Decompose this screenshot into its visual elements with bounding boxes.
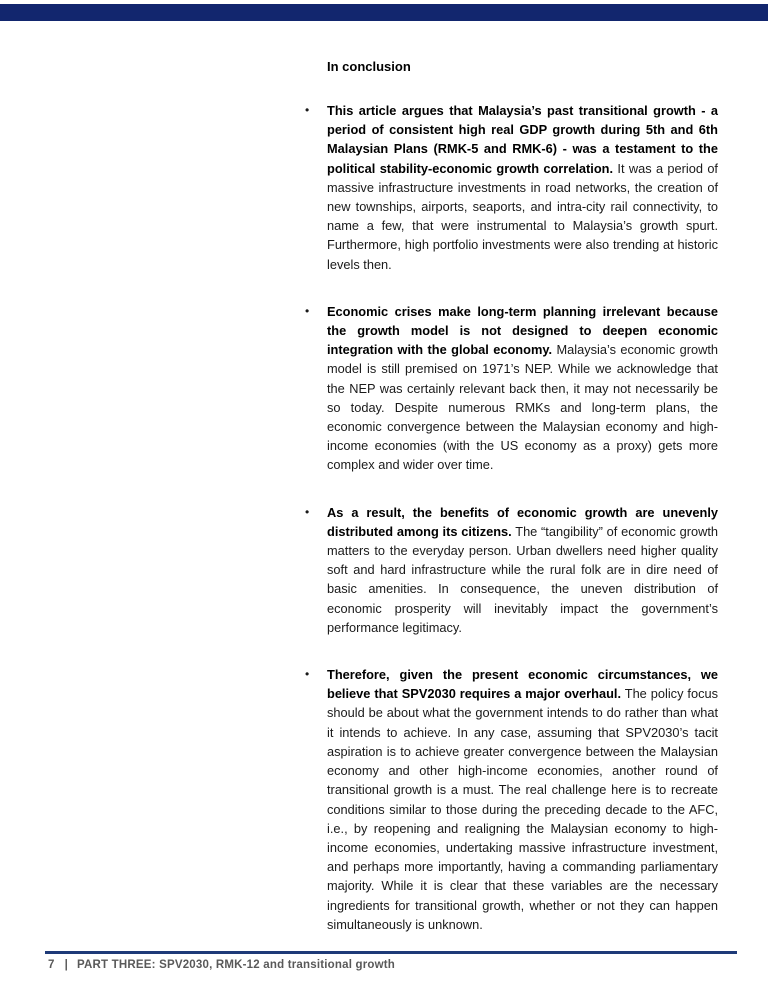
bullet-text [327,665,718,934]
bullet-item [305,665,718,934]
bullet-text [327,101,718,274]
bullet-lead-text: This article argues that Malaysia’s past transitional growth - a period of consistent high real GDP growth during 5th and 6th Malaysian Plans (RMK-5 and RMK-6) - was a testament to the political stability-economic growth correlation. [327,103,718,176]
bullet-body-text: The “tangibility” of economic growth matters to the everyday person. Urban dwellers need higher quality soft and hard infrastructure while the rural folk are in dire need of basic amenities. In consequence, the uneven distribution of economic prosperity will inevitably impact the government’s performance legitimacy. [327,523,719,635]
bullet-lead-text: Therefore, given the present economic circumstances, we believe that SPV2030 requires a major overhaul. [327,667,718,702]
bullet-text [327,503,718,637]
bullet-item [305,101,718,274]
bullet-item [305,503,718,637]
page-number: 7 [48,959,55,971]
footer-divider [45,951,737,954]
section-heading: In conclusion [327,59,411,74]
bullet-item [305,302,718,475]
bullet-marker-icon: • [305,504,310,519]
top-accent-bar [0,4,768,21]
bullet-body-text: The policy focus should be about what the government intends to do rather than what it intends to achieve. In any case, assuming that SPV2030’s tacit aspiration is to achieve greater convergence between the Malaysian economy and other high-income economies, another round of transitional growth is a must. The real challenge here is to recreate conditions similar to those during the preceding decade to the AFC, i.e., by reopening and realigning the Malaysian economy to high-income economies, undertaking massive infrastructure investment, and perhaps more importantly, having a commanding parliamentary majority. While it is clear that these variables are the necessary ingredients for transitional growth, whether or not they can happen simultaneously is unknown. [327,686,719,932]
bullet-marker-icon: • [305,103,310,117]
bullet-lead-text: As a result, the benefits of economic growth are unevenly distributed among its citizens. [327,504,718,539]
bullet-marker-icon: • [305,303,310,318]
bullet-list [305,101,718,934]
bullet-body-text: It was a period of massive infrastructure investments in road networks, the creation of new townships, airports, seaports, and intra-city rail connectivity, to name a few, that were instrumental to Malaysia’s growth spurt. Furthermore, high portfolio investments were also trending at historic levels then. [327,160,718,272]
bullet-text [327,302,718,475]
bullet-body-text: Malaysia’s economic growth model is still premised on 1971’s NEP. While we acknowledge that the NEP was certainly relevant back then, it may not necessarily be so today. Despite numerous RMKs and long-term plans, the economic convergence between the Malaysian economy and high-income economies (with the US economy as a proxy) gets more complex and wider over time. [327,342,718,473]
footer [48,959,395,971]
bullet-marker-icon: • [305,667,310,682]
footer-section-title: PART THREE: SPV2030, RMK-12 and transitional growth [77,959,396,971]
bullet-lead-text: Economic crises make long-term planning irrelevant because the growth model is not designed to deepen economic integration with the global economy. [327,303,718,358]
footer-separator: | [64,959,69,971]
page-body [305,57,718,934]
